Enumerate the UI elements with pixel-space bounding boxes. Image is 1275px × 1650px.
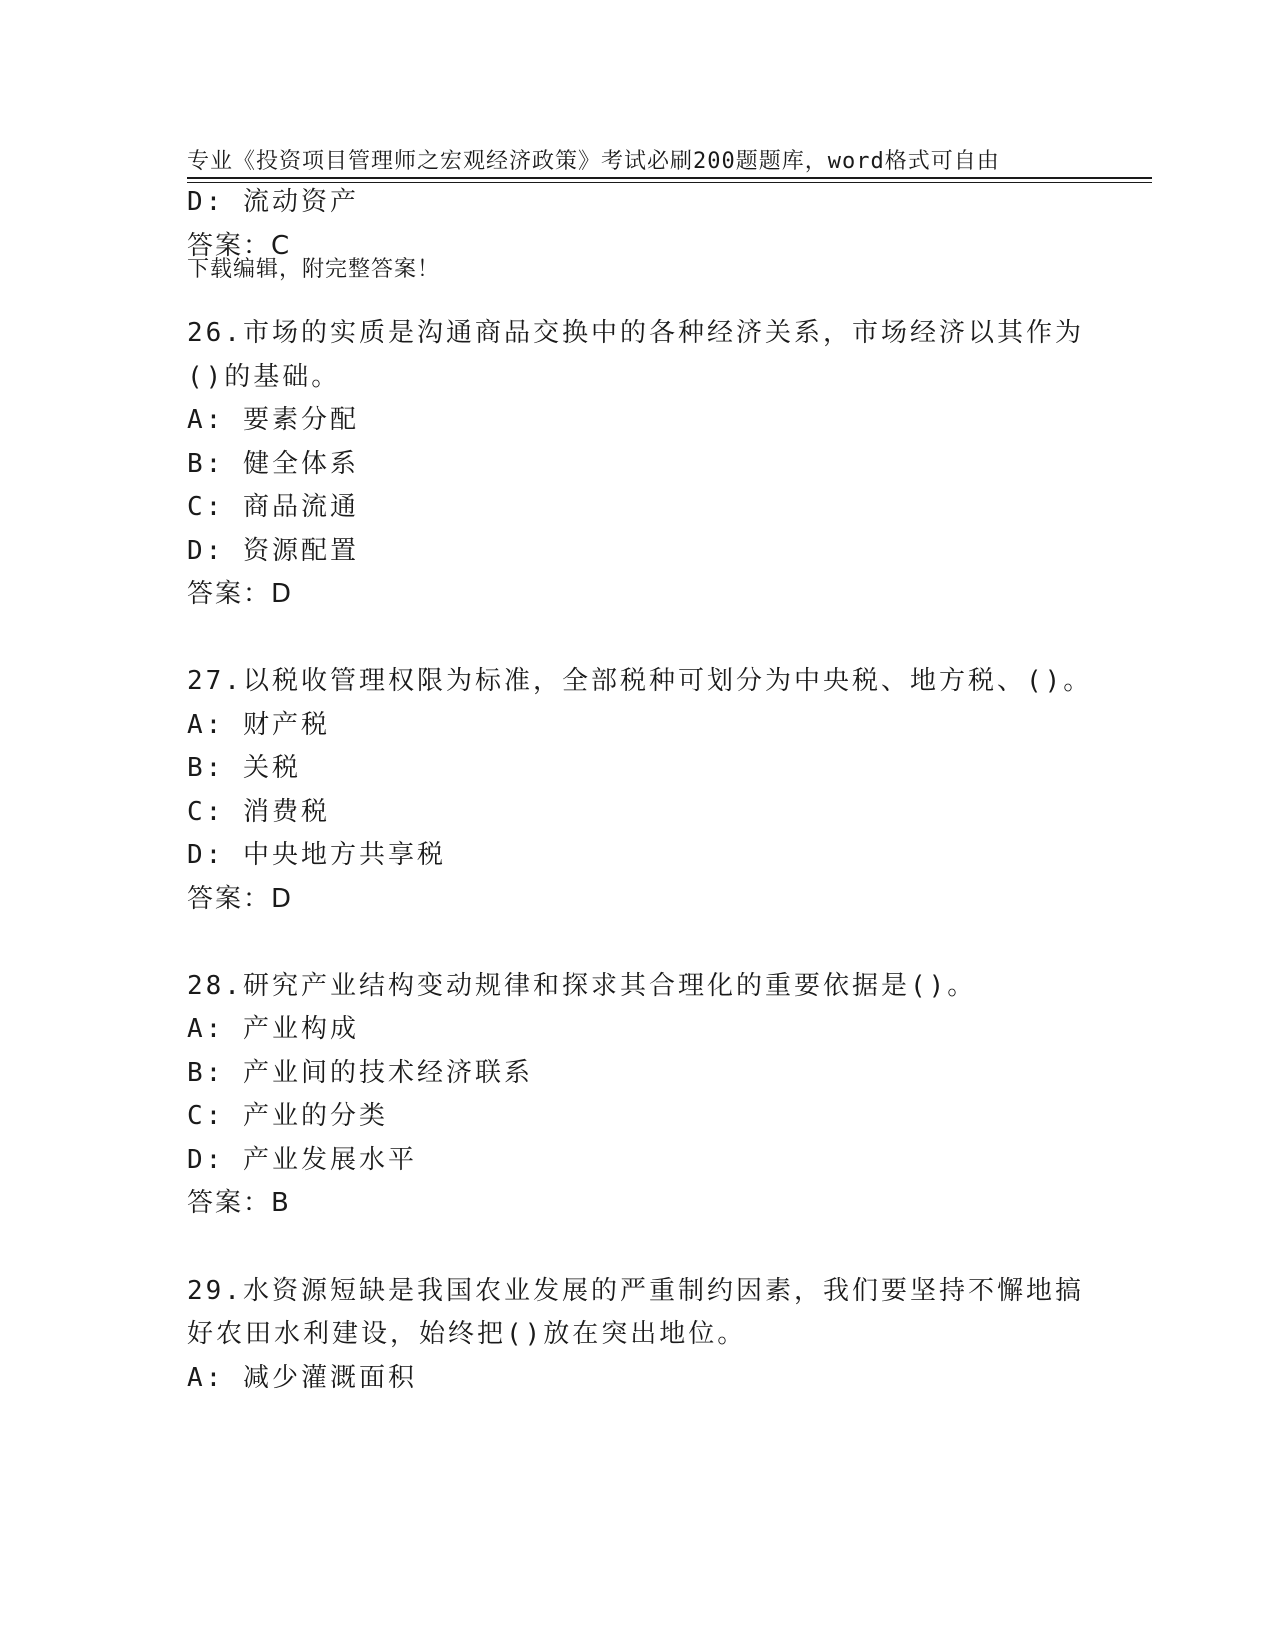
answer: 答案：D (187, 579, 294, 609)
header-line-2: 下载编辑，附完整答案！ (187, 257, 441, 282)
option-d: D: 资源配置 (187, 536, 359, 566)
prev-option-d: D: 流动资产 (187, 187, 359, 217)
question-stem-line: 29.水资源短缺是我国农业发展的严重制约因素，我们要坚持不懈地搞 (187, 1276, 1084, 1306)
header-divider-thin (187, 182, 1152, 183)
answer: 答案：D (187, 884, 294, 914)
document-page (187, 0, 1152, 1650)
header-line-1: 专业《投资项目管理师之宏观经济政策》考试必刷200题题库，word格式可自由 (187, 149, 1000, 174)
option-d: D: 产业发展水平 (187, 1145, 417, 1175)
option-b: B: 产业间的技术经济联系 (187, 1058, 533, 1088)
question-stem-line: ()的基础。 (187, 362, 341, 392)
option-c: C: 商品流通 (187, 492, 359, 522)
option-a: A: 财产税 (187, 710, 330, 740)
question-stem-line: 28.研究产业结构变动规律和探求其合理化的重要依据是()。 (187, 971, 977, 1001)
question-stem-line: 好农田水利建设，始终把()放在突出地位。 (187, 1319, 747, 1349)
answer: 答案：B (187, 1188, 291, 1218)
option-a: A: 产业构成 (187, 1014, 359, 1044)
prev-answer: 答案：C (187, 231, 292, 261)
option-d: D: 中央地方共享税 (187, 840, 446, 870)
option-b: B: 关税 (187, 753, 301, 783)
option-b: B: 健全体系 (187, 449, 359, 479)
option-c: C: 消费税 (187, 797, 330, 827)
header-divider-thick (187, 177, 1152, 179)
option-c: C: 产业的分类 (187, 1101, 388, 1131)
question-stem-line: 26.市场的实质是沟通商品交换中的各种经济关系，市场经济以其作为 (187, 318, 1084, 348)
question-stem-line: 27.以税收管理权限为标准，全部税种可划分为中央税、地方税、()。 (187, 666, 1093, 696)
option-a: A: 要素分配 (187, 405, 359, 435)
option-a: A: 减少灌溉面积 (187, 1363, 417, 1393)
